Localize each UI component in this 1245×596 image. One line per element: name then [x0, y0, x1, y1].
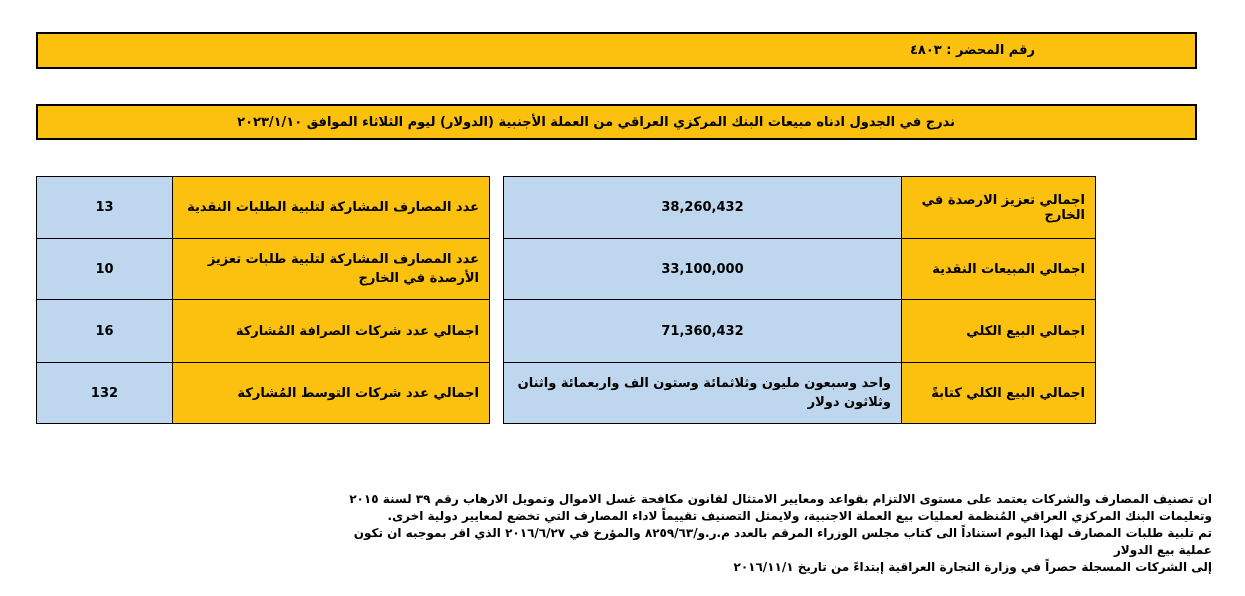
sales-value: 38,260,432: [504, 177, 902, 239]
table-row: [504, 239, 1096, 300]
count-label: اجمالي عدد شركات الصرافة المُشاركة: [173, 300, 490, 363]
sales-table: [503, 176, 1096, 424]
sales-label: اجمالي البيع الكلي: [902, 300, 1096, 363]
sales-label: اجمالي البيع الكلي كتابةً: [902, 363, 1096, 424]
footnote-line: وتعليمات البنك المركزي العراقي المُنظمة لعمليات بيع العملة الاجنبية، ولايمثل التصنيف تقييماً لاداء المصارف التي تخضع لمعايير دولية اخرى.: [387, 509, 1212, 523]
sales-value: 71,360,432: [504, 300, 902, 363]
table-row: [37, 177, 490, 239]
sales-value-written: واحد وسبعون مليون وثلاثمائة وستون الف واربعمائة واثنان وثلاثون دولار: [504, 363, 902, 424]
intro-bar: [36, 104, 1197, 140]
sales-label: اجمالي تعزيز الارصدة في الخارج: [902, 177, 1096, 239]
footnote-line: تم تلبية طلبات المصارف لهذا اليوم استناداً الى كتاب مجلس الوزراء المرقم بالعدد م.ر.و/٨٢٥٩/٦٣ والمؤرخ في ٢٠١٦/٦/٢٧ الذي اقر بموجبه ان تكون عملية بيع الدولار: [353, 526, 1212, 557]
table-row: [504, 300, 1096, 363]
count-label: اجمالي عدد شركات التوسط المُشاركة: [173, 363, 490, 424]
table-row: [37, 363, 490, 424]
count-label: عدد المصارف المشاركة لتلبية طلبات تعزيز الأرصدة في الخارج: [173, 239, 490, 300]
count-value: 13: [37, 177, 173, 239]
count-value: 132: [37, 363, 173, 424]
count-value: 16: [37, 300, 173, 363]
table-row: [37, 239, 490, 300]
footnote-line: إلى الشركات المسجلة حصراً في وزارة التجارة العراقية إبتداءً من تاريخ ٢٠١٦/١١/١: [733, 560, 1212, 574]
table-row: [504, 363, 1096, 424]
count-value: 10: [37, 239, 173, 300]
footnote-line: ان تصنيف المصارف والشركات يعتمد على مستوى الالتزام بقواعد ومعايير الامتثال لقانون مكافحة غسل الاموال وتمويل الارهاب رقم ٣٩ لسنة ٢٠١٥: [349, 492, 1212, 506]
footnote: [332, 491, 1212, 576]
intro-text: ندرج في الجدول ادناه مبيعات البنك المركزي العراقي من العملة الأجنبية (الدولار) ليوم الثلاثاء الموافق ٢٠٢٣/١/١٠: [237, 114, 955, 130]
count-label: عدد المصارف المشاركة لتلبية الطلبات النقدية: [173, 177, 490, 239]
minutes-number-bar: [36, 32, 1197, 69]
table-row: [504, 177, 1096, 239]
sales-label: اجمالي المبيعات النقدية: [902, 239, 1096, 300]
sales-value: 33,100,000: [504, 239, 902, 300]
minutes-number: رقم المحضر : ٤٨٠٣: [909, 43, 1035, 58]
table-row: [37, 300, 490, 363]
counts-table: [36, 176, 490, 424]
